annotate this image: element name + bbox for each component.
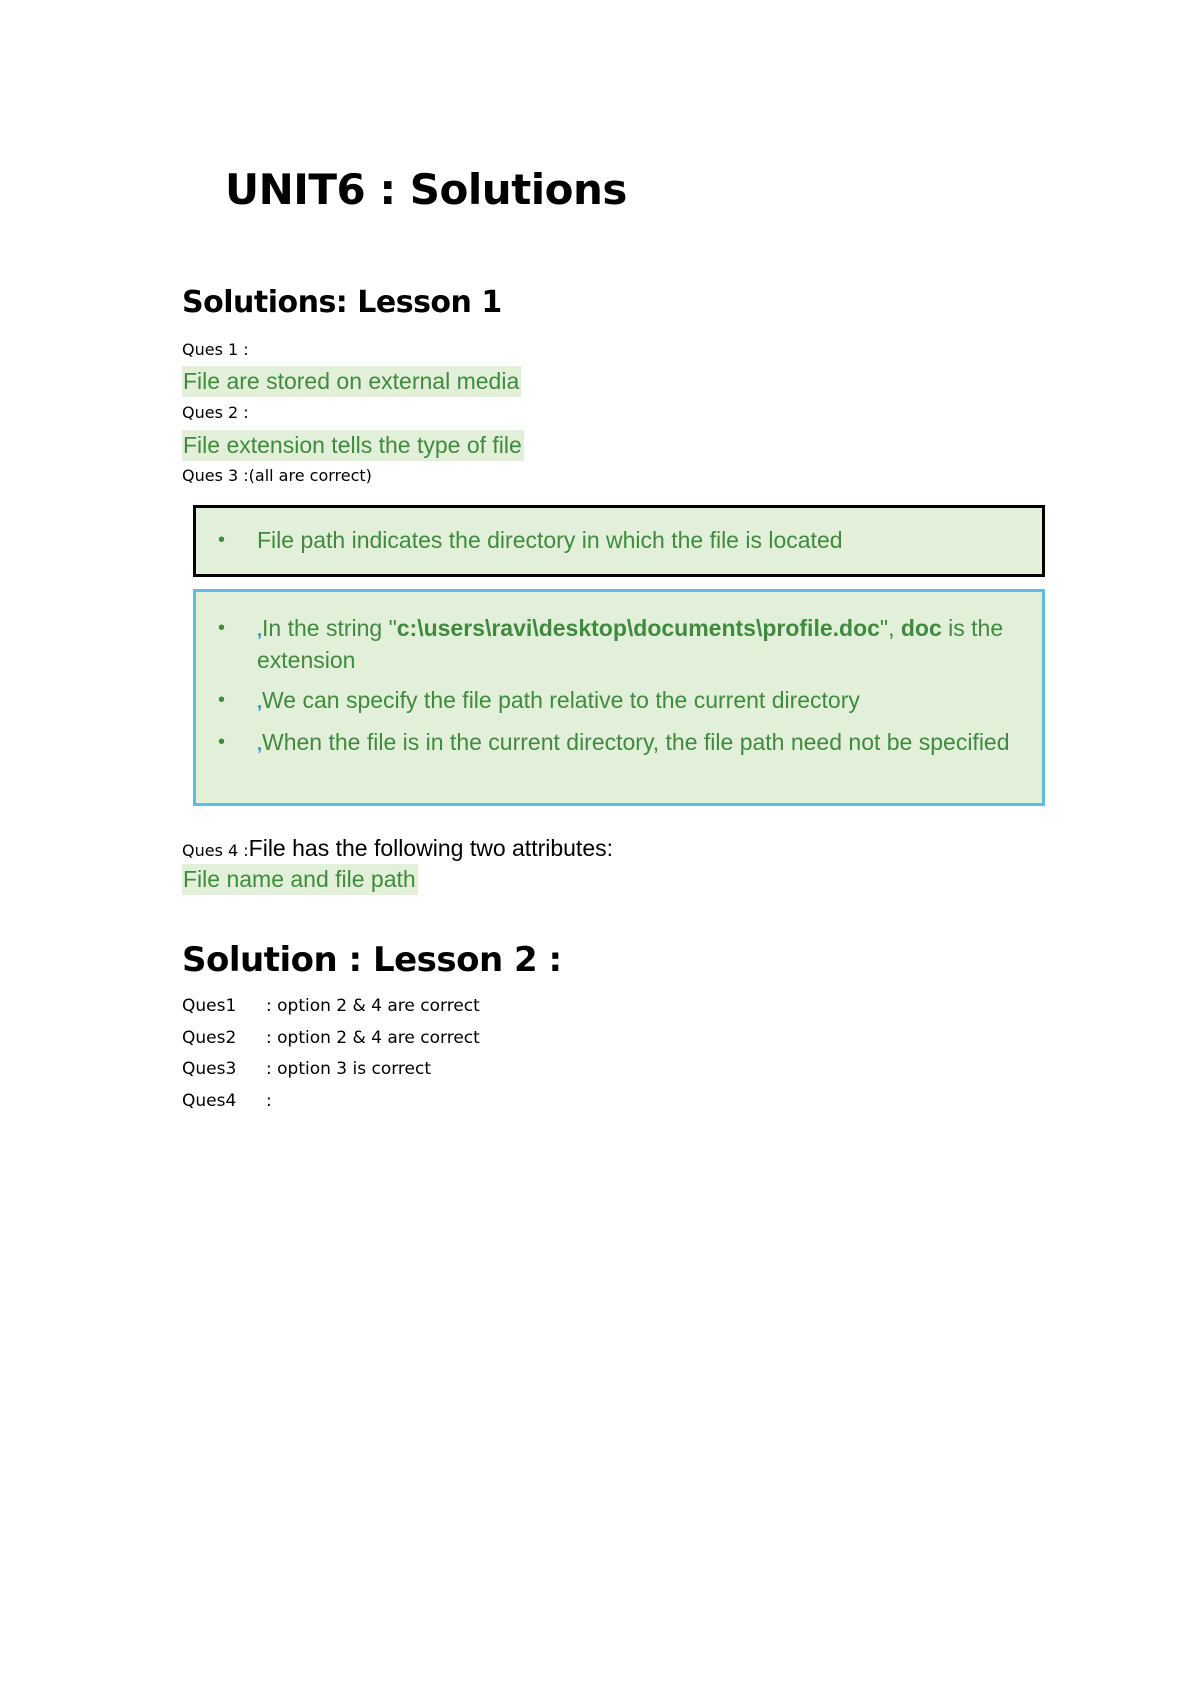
q4-answer: File name and file path [182, 864, 418, 895]
list-item: • ,In the string "c:\users\ravi\desktop\documents\profile.doc", doc is the extension [218, 615, 1004, 673]
q2-answer: File extension tells the type of file [182, 430, 524, 461]
lesson2-row: Ques2 : option 2 & 4 are correct [182, 1028, 480, 1048]
bullet-icon: • [218, 689, 226, 711]
lesson2-row: Ques3 : option 3 is correct [182, 1059, 432, 1079]
list-item: • ,When the file is in the current directory, the file path need not be specified [218, 729, 1010, 755]
q1-answer: File are stored on external media [182, 366, 521, 397]
lesson2-row: Ques4 : [182, 1091, 272, 1111]
bullet-icon: • [218, 617, 226, 639]
lesson2-heading: Solution : Lesson 2 : [182, 940, 562, 980]
bullet-icon: • [218, 529, 226, 551]
bullet-icon: • [218, 731, 226, 753]
lesson2-row: Ques1 : option 2 & 4 are correct [182, 996, 480, 1016]
q3-label: Ques 3 :(all are correct) [182, 466, 372, 485]
list-item: • ,We can specify the file path relative to the current directory [218, 687, 860, 713]
q2-label: Ques 2 : [182, 403, 249, 422]
q4-label: Ques 4 : [182, 841, 249, 860]
q3-option-box-1 [193, 505, 1045, 577]
list-item: • File path indicates the directory in which the file is located [218, 527, 843, 553]
q1-label: Ques 1 : [182, 340, 249, 359]
q4-line [182, 835, 613, 862]
lesson1-heading: Solutions: Lesson 1 [182, 285, 502, 320]
q4-text: File has the following two attributes: [248, 835, 614, 861]
page-title: UNIT6 : Solutions [225, 165, 627, 214]
q3-option-box-2 [193, 589, 1045, 806]
